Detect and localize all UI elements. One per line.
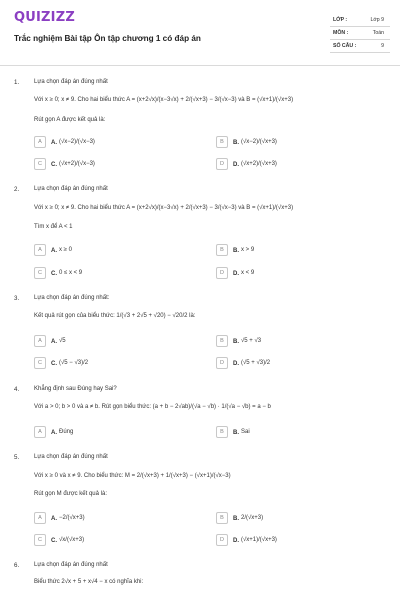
option-b[interactable] xyxy=(216,244,254,256)
info-label: LỚP : xyxy=(333,17,348,23)
info-row-class xyxy=(330,14,390,27)
question-prompt: Lựa chọn đáp án đúng nhất xyxy=(34,562,108,568)
quizizz-logo: QUIZIZZ xyxy=(14,10,75,25)
option-box: A xyxy=(34,244,46,256)
option-c[interactable] xyxy=(34,357,88,369)
option-b[interactable] xyxy=(216,426,250,438)
option-text: Đúng xyxy=(59,429,74,435)
info-value: 9 xyxy=(381,43,384,49)
option-b[interactable] xyxy=(216,335,261,347)
question-line: Với x ≥ 0 và x ≠ 9. Cho biểu thức: M = 2/(√x+3) + 1/(√x+3) − (√x+1)/(√x−3) xyxy=(34,473,231,479)
question-prompt: Lựa chọn đáp án đúng nhất xyxy=(34,454,108,460)
option-text: 2/(√x+3) xyxy=(241,515,264,521)
option-letter: B. xyxy=(233,429,239,436)
info-box xyxy=(330,14,390,53)
option-text: x < 9 xyxy=(241,270,255,276)
option-box: B xyxy=(216,512,228,524)
question-number: 1. xyxy=(14,79,20,86)
option-letter: C. xyxy=(51,161,57,168)
page-title: Trắc nghiệm Bài tập Ôn tập chương 1 có đáp án xyxy=(14,34,201,43)
question-number: 5. xyxy=(14,454,20,461)
option-a[interactable] xyxy=(34,512,85,524)
option-c[interactable] xyxy=(34,158,95,170)
info-row-count xyxy=(330,40,390,53)
question-line: Rút gọn M được kết quả là: xyxy=(34,491,107,497)
option-text: (√x−2)/(√x+3) xyxy=(241,139,277,145)
option-letter: C. xyxy=(51,537,57,544)
option-box: C xyxy=(34,357,46,369)
option-text: (√x−2)/(√x−3) xyxy=(59,139,95,145)
option-text: √5 xyxy=(59,338,66,344)
option-box: B xyxy=(216,136,228,148)
question-prompt: Lựa chọn đáp án đúng nhất xyxy=(34,79,108,85)
option-c[interactable] xyxy=(34,534,84,546)
question-line: Tìm x để A < 1 xyxy=(34,224,73,230)
option-box: B xyxy=(216,426,228,438)
option-letter: D. xyxy=(233,161,239,168)
option-box: D xyxy=(216,534,228,546)
option-box: D xyxy=(216,267,228,279)
option-letter: A. xyxy=(51,338,57,345)
option-c[interactable] xyxy=(34,267,82,279)
option-text: −2/(√x+3) xyxy=(59,515,85,521)
question-line: Với x ≥ 0; x ≠ 9. Cho hai biểu thức A = (x+2√x)/(x−3√x) + 2/(√x+3) − 3/(√x−3) và B = (√x+1)/(√x+3) xyxy=(34,205,294,211)
question-line: Với a > 0; b > 0 và a ≠ b. Rút gọn biểu thức: (a + b − 2√ab)/(√a − √b) · 1/(√a − √b) = a − b xyxy=(34,404,271,410)
option-text: (√x+2)/(√x−3) xyxy=(59,161,95,167)
option-box: A xyxy=(34,426,46,438)
option-letter: B. xyxy=(233,247,239,254)
option-letter: C. xyxy=(51,360,57,367)
option-letter: D. xyxy=(233,537,239,544)
option-text: 0 ≤ x < 9 xyxy=(59,270,83,276)
question-line: Kết quả rút gọn của biểu thức: 1/(√3 + 2√5 + √20) − √20/2 là: xyxy=(34,313,196,319)
option-letter: A. xyxy=(51,429,57,436)
info-row-subject xyxy=(330,27,390,40)
option-box: B xyxy=(216,335,228,347)
info-value: Lớp 9 xyxy=(370,17,384,23)
question-line: Với x ≥ 0; x ≠ 9. Cho hai biểu thức A = (x+2√x)/(x−3√x) + 2/(√x+3) − 3/(√x−3) và B = (√x+1)/(√x+3) xyxy=(34,97,294,103)
question-line: Biểu thức 2√x + 5 + x√4 − x có nghĩa khi: xyxy=(34,579,144,585)
option-d[interactable] xyxy=(216,357,270,369)
option-text: √5 + √3 xyxy=(241,338,262,344)
option-d[interactable] xyxy=(216,267,254,279)
option-box: A xyxy=(34,335,46,347)
option-letter: D. xyxy=(233,360,239,367)
option-letter: A. xyxy=(51,139,57,146)
info-value: Toán xyxy=(372,30,384,36)
option-text: (√5 + √3)/2 xyxy=(241,360,271,366)
option-a[interactable] xyxy=(34,244,72,256)
option-letter: B. xyxy=(233,338,239,345)
option-text: (√x+1)/(√x+3) xyxy=(241,537,277,543)
question-prompt: Lựa chọn đáp án đúng nhất: xyxy=(34,295,110,301)
info-label: MÔN : xyxy=(333,30,349,36)
option-a[interactable] xyxy=(34,426,73,438)
option-letter: A. xyxy=(51,247,57,254)
option-box: C xyxy=(34,267,46,279)
header-divider xyxy=(0,65,400,66)
option-letter: C. xyxy=(51,270,57,277)
question-line: Rút gọn A được kết quả là: xyxy=(34,117,106,123)
option-d[interactable] xyxy=(216,158,277,170)
option-a[interactable] xyxy=(34,136,95,148)
question-prompt: Khẳng định sau Đúng hay Sai? xyxy=(34,386,117,392)
option-text: (√x+2)/(√x+3) xyxy=(241,161,277,167)
question-number: 6. xyxy=(14,562,20,569)
option-box: D xyxy=(216,357,228,369)
option-box: A xyxy=(34,136,46,148)
option-letter: B. xyxy=(233,139,239,146)
option-box: D xyxy=(216,158,228,170)
option-box: A xyxy=(34,512,46,524)
option-box: C xyxy=(34,158,46,170)
option-text: √x/(√x+3) xyxy=(59,537,85,543)
question-number: 4. xyxy=(14,386,20,393)
option-text: Sai xyxy=(241,429,250,435)
option-letter: B. xyxy=(233,515,239,522)
option-text: x > 9 xyxy=(241,247,255,253)
question-number: 2. xyxy=(14,186,20,193)
info-label: SỐ CÂU : xyxy=(333,43,357,49)
option-text: x ≥ 0 xyxy=(59,247,72,253)
option-b[interactable] xyxy=(216,136,277,148)
option-letter: D. xyxy=(233,270,239,277)
option-a[interactable] xyxy=(34,335,66,347)
option-box: C xyxy=(34,534,46,546)
option-text: (√5 − √3)/2 xyxy=(59,360,89,366)
option-letter: A. xyxy=(51,515,57,522)
question-number: 3. xyxy=(14,295,20,302)
option-d[interactable] xyxy=(216,534,277,546)
question-prompt: Lựa chọn đáp án đúng nhất xyxy=(34,186,108,192)
option-b[interactable] xyxy=(216,512,263,524)
option-box: B xyxy=(216,244,228,256)
